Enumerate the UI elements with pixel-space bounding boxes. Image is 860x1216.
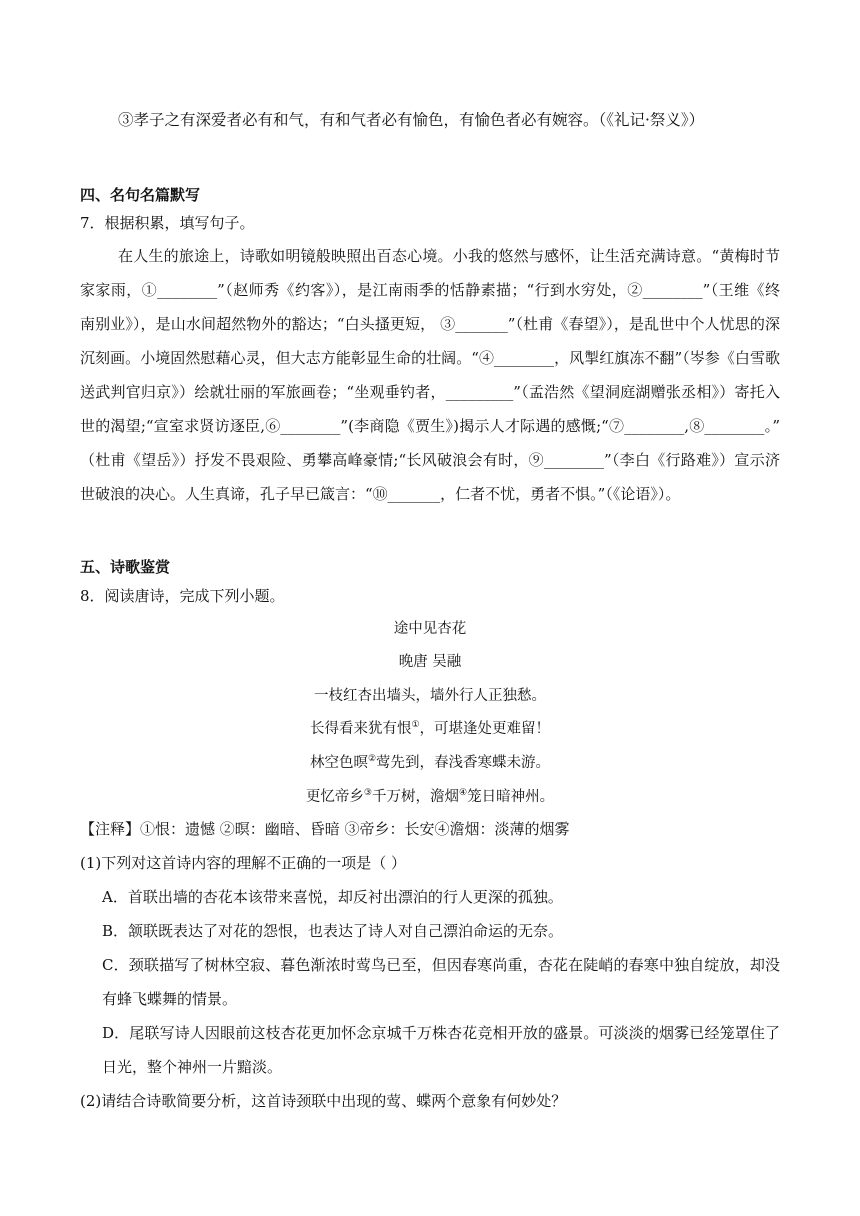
- poem-notes: 【注释】①恨：遗憾 ②暝：幽暗、昏暗 ③帝乡：长安④澹烟：淡薄的烟雾: [80, 820, 570, 838]
- passage-line: 送武判官归京》）绘就壮丽的军旅画卷；“坐观垂钓者，_________”（孟浩然《望洞庭湖赠张丞相》）寄托入: [80, 383, 780, 401]
- passage-line: （杜甫《望岳》）抒发不畏艰险、勇攀高峰豪情;“长风破浪会有时，⑨________”（李白《行路难》）宣示济: [80, 451, 780, 469]
- poem-line: 林空色暝②莺先到，春浅香寒蝶未游。: [309, 754, 551, 771]
- passage-line: 世的渴望;“宣室求贤访逐臣,⑥________”(李商隐《贾生》)揭示人才际遇的感慨;“⑦________,⑧________。”: [80, 417, 780, 435]
- option-a: A．首联出墙的杏花本该带来喜悦，却反衬出漂泊的行人更深的孤独。: [102, 888, 563, 906]
- subquestion-1-stem: (1)下列对这首诗内容的理解不正确的一项是（ ）: [80, 854, 407, 872]
- option-d-cont: 日光，整个神州一片黯淡。: [102, 1058, 283, 1076]
- passage-line: 南别业》），是山水间超然物外的豁达；“白头搔更短， ③_______”（杜甫《春望》），是乱世中个人忧思的深: [80, 315, 780, 333]
- section5-heading: 五、诗歌鉴赏: [80, 558, 171, 576]
- passage-line: 世破浪的决心。人生真谛，孔子早已箴言：“⑩_______，仁者不忧，勇者不惧。”（《论语》）。: [80, 485, 681, 503]
- note-marker: ③: [363, 788, 372, 798]
- question8-stem: 8．阅读唐诗，完成下列小题。: [80, 587, 285, 605]
- option-b: B．颔联既表达了对花的怨恨，也表达了诗人对自己漂泊命运的无奈。: [102, 922, 564, 940]
- note-marker: ②: [367, 754, 377, 764]
- passage-line: 在人生的旅途上，诗歌如明镜般映照出百态心境。小我的悠然与感怀，让生活充满诗意。“黄梅时节: [118, 247, 780, 265]
- note-marker: ①: [411, 720, 420, 730]
- poem-line: 长得看来犹有恨①，可堪逢处更难留！: [309, 720, 551, 737]
- note-marker: ④: [459, 788, 468, 798]
- option-d: D．尾联写诗人因眼前这枝杏花更加怀念京城千万株杏花竞相开放的盛景。可淡淡的烟雾已经笼罩住了: [102, 1024, 780, 1042]
- option-c: C．颈联描写了树林空寂、暮色渐浓时莺鸟已至，但因春寒尚重，杏花在陡峭的春寒中独自绽放，却没: [102, 956, 780, 974]
- poem-author: 晚唐 吴融: [398, 654, 462, 670]
- passage-line: 家家雨，①________”（赵师秀《约客》），是江南雨季的恬静素描；“行到水穷处，②________”（王维《终: [80, 281, 780, 299]
- question7-stem: 7．根据积累，填写句子。: [80, 214, 255, 232]
- option-c-cont: 有蜂飞蝶舞的情景。: [102, 990, 238, 1008]
- subquestion-2-stem: (2)请结合诗歌简要分析，这首诗颈联中出现的莺、蝶两个意象有何妙处？: [80, 1092, 567, 1110]
- passage-line: 沉刻画。小境固然慰藉心灵，但大志方能彰显生命的壮阔。“④________，风掣红旗冻不翻”（岑参《白雪歌: [80, 349, 780, 367]
- poem-title: 途中见杏花: [393, 621, 467, 637]
- section4-heading: 四、名句名篇默写: [80, 186, 201, 204]
- poem-line: 一枝红杏出墙头，墙外行人正独愁。: [314, 688, 546, 704]
- liji-quote: ③孝子之有深爱者必有和气，有和气者必有愉色，有愉色者必有婉容。（《礼记·祭义》）: [118, 111, 705, 129]
- poem-line: 更忆帝乡③千万树，澹烟④笼日暗神州。: [305, 788, 555, 805]
